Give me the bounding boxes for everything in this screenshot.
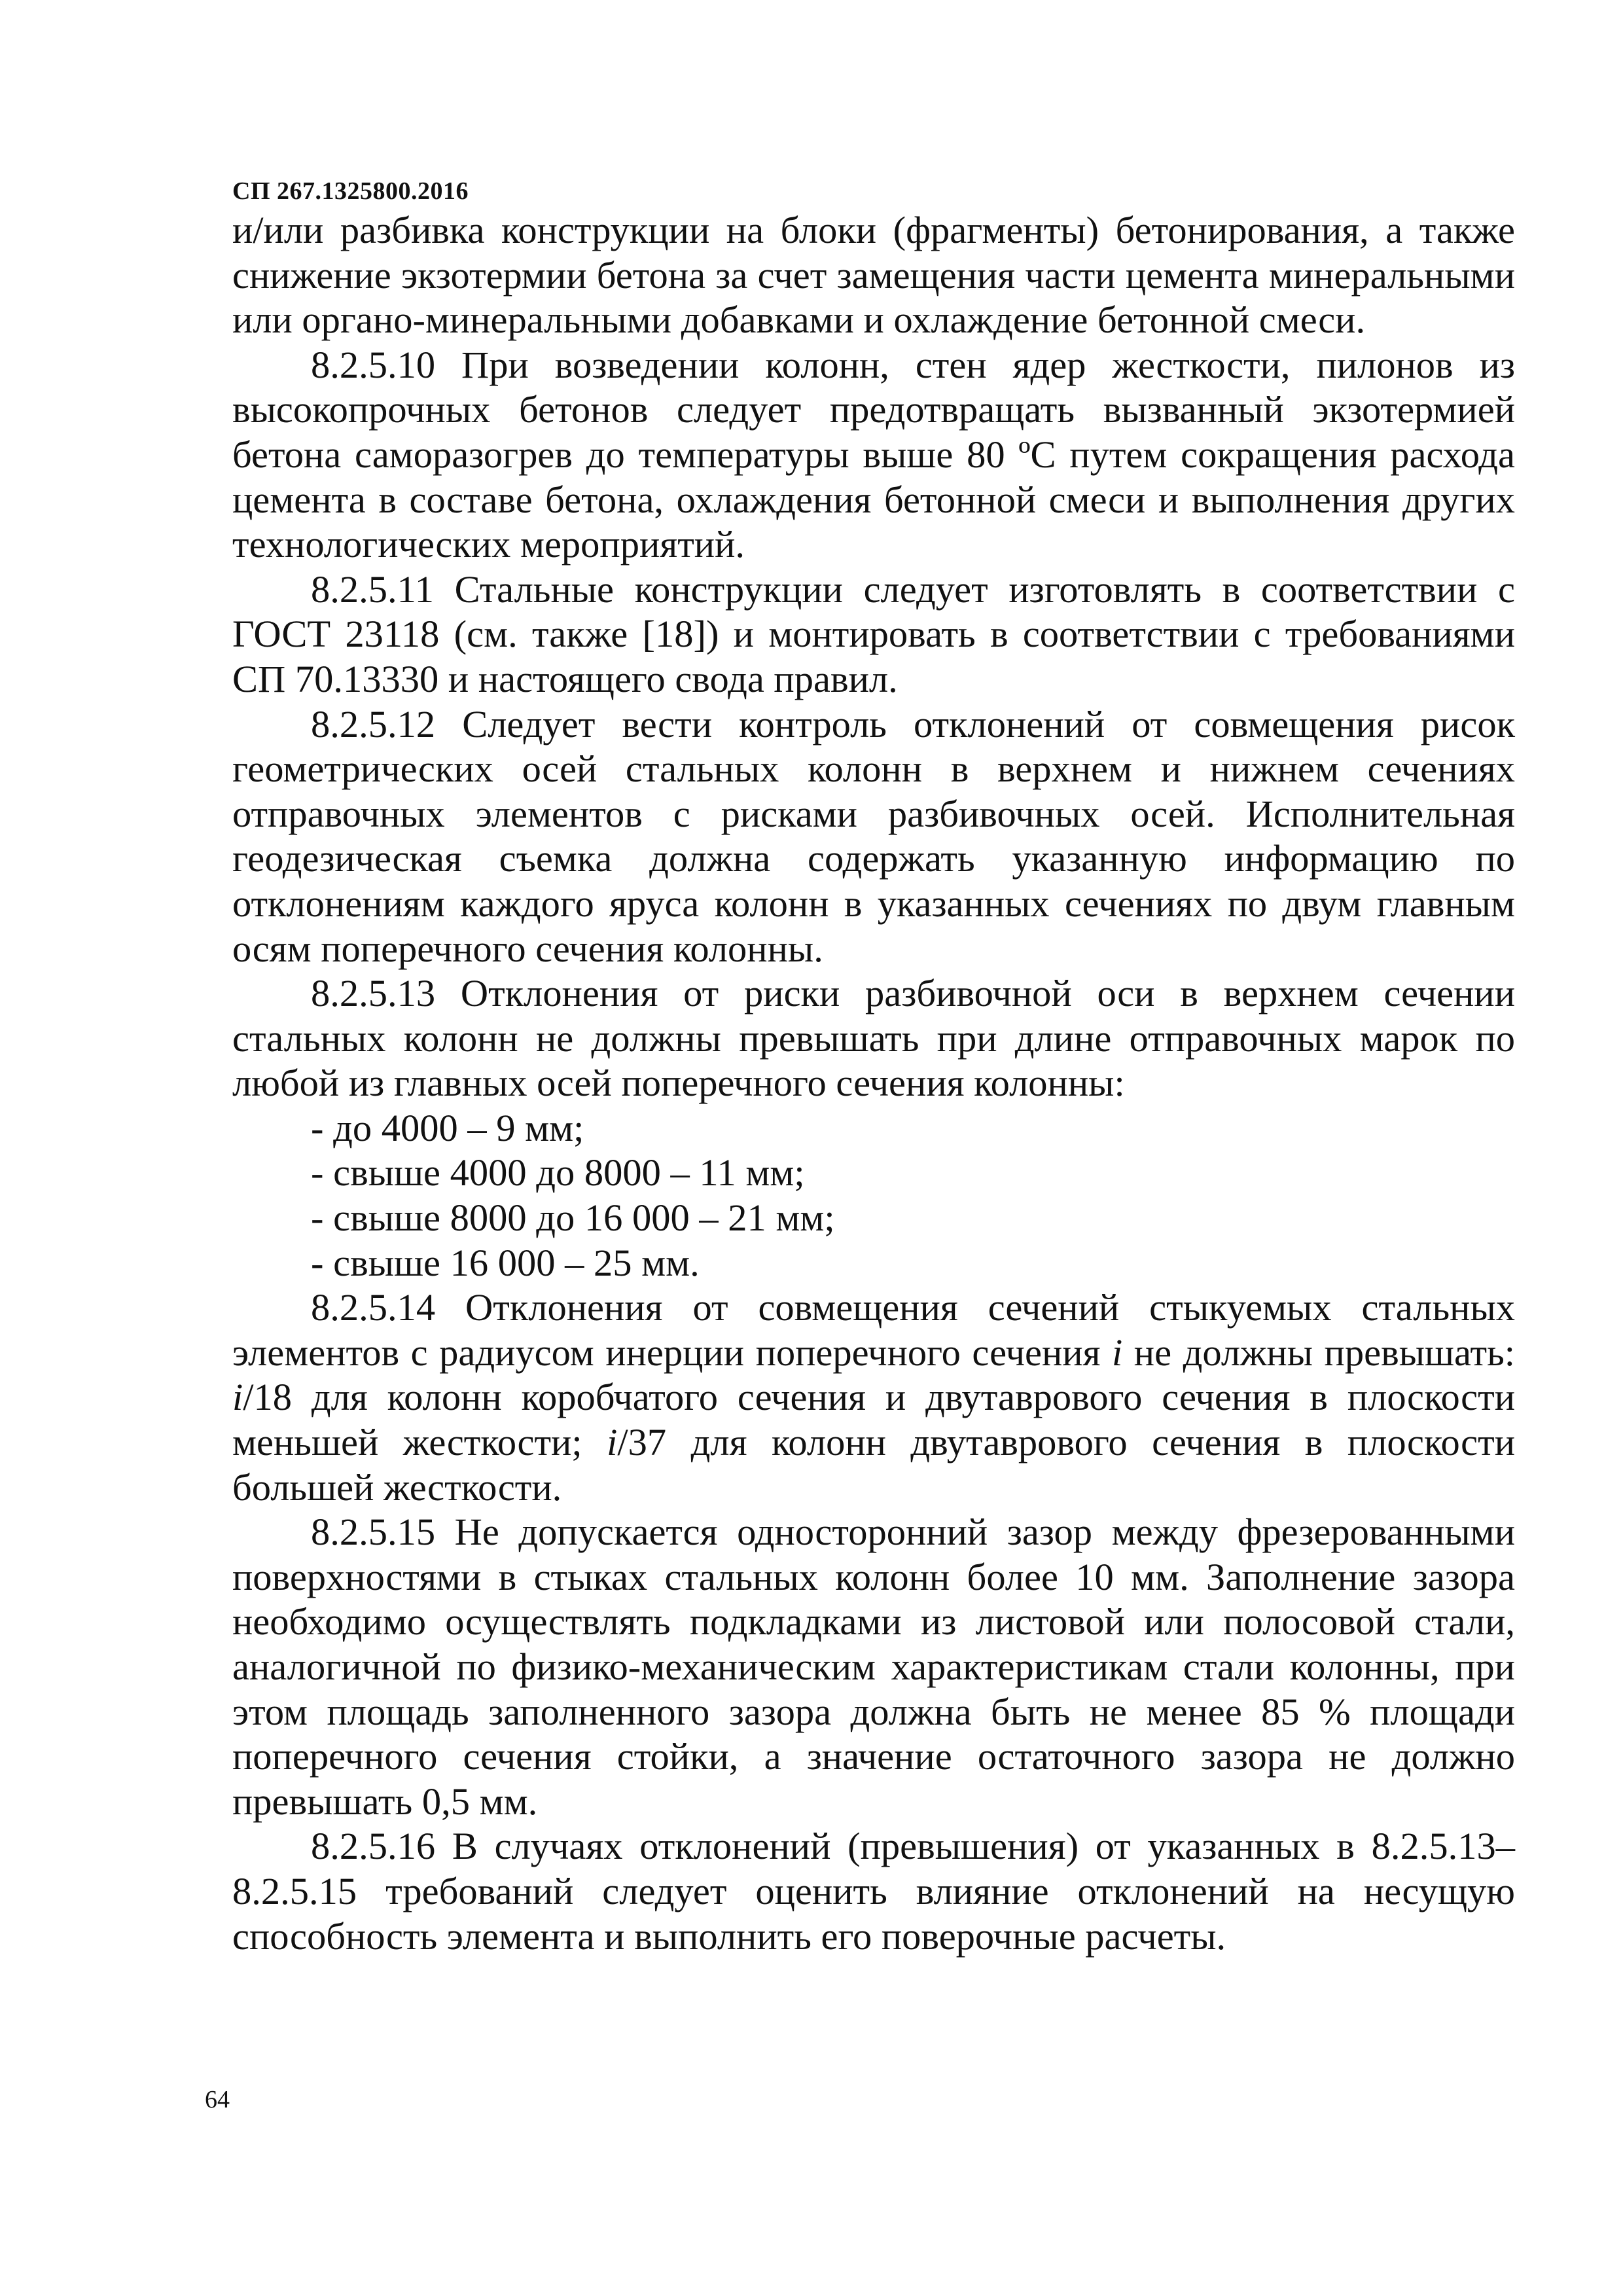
paragraph-8-2-5-13: 8.2.5.13 Отклонения от риски разбивочной оси в верхнем сечении стальных колонн не должны превышать при длине отправочных марок по любой из главных осей поперечного сечения колонны:	[232, 972, 1515, 1105]
body-text	[232, 208, 1515, 1959]
variable-i: i	[1112, 1331, 1123, 1374]
list-item: - свыше 4000 до 8000 – 11 мм;	[311, 1151, 805, 1194]
list-item: - свыше 8000 до 16 000 – 21 мм;	[311, 1196, 835, 1240]
text-run: /37 для колонн двутаврового сечения в плоскости большей жесткости.	[232, 1421, 1516, 1509]
paragraph-8-2-5-14	[232, 1285, 1515, 1510]
paragraph-continuation: и/или разбивка конструкции на блоки (фрагменты) бетонирования, а также снижение экзотермии бетона за счет замещения части цемента минеральными или органо-минеральными добавками и охлаждение бетонной смеси.	[232, 209, 1515, 342]
paragraph-8-2-5-16: 8.2.5.16 В случаях отклонений (превышения) от указанных в 8.2.5.13–8.2.5.15 требований следует оценить влияние отклонений на несущую способность элемента и выполнить его поверочные расчеты.	[232, 1825, 1515, 1958]
variable-i: i	[607, 1421, 618, 1464]
deviation-list	[232, 1106, 1515, 1285]
text-run: 8.2.5.14 Отклонения от совмещения сечений стыкуемых стальных элементов с радиусом инерции поперечного сечения	[232, 1286, 1515, 1374]
document-code-header: СП 267.1325800.2016	[232, 177, 469, 205]
page-number: 64	[205, 2086, 230, 2113]
paragraph-8-2-5-15: 8.2.5.15 Не допускается односторонний зазор между фрезерованными поверхностями в стыках стальных колонн более 10 мм. Заполнение зазора необходимо осуществлять подкладками из листовой или полосовой стали, аналогичной по физико-механическим характеристикам стали колонны, при этом площадь заполненного зазора должна быть не менее 85 % площади поперечного сечения стойки, а значение остаточного зазора не должно превышать 0,5 мм.	[232, 1511, 1515, 1823]
paragraph-8-2-5-10: 8.2.5.10 При возведении колонн, стен ядер жесткости, пилонов из высокопрочных бетонов следует предотвращать вызванный экзотермией бетона саморазогрев до температуры выше 80 ºС путем сокращения расхода цемента в составе бетона, охлаждения бетонной смеси и выполнения других технологических мероприятий.	[232, 343, 1515, 566]
paragraph-8-2-5-12: 8.2.5.12 Следует вести контроль отклонений от совмещения рисок геометрических осей стальных колонн в верхнем и нижнем сечениях отправочных элементов с рисками разбивочных осей. Исполнительная геодезическая съемка должна содержать указанную информацию по отклонениям каждого яруса колонн в указанных сечениях по двум главным осям поперечного сечения колонны.	[232, 702, 1515, 970]
list-item: - свыше 16 000 – 25 мм.	[311, 1241, 700, 1284]
text-run: /18 для колонн коробчатого сечения и двутаврового сечения в плоскости меньшей жесткости;	[232, 1376, 1515, 1464]
list-item: - до 4000 – 9 мм;	[311, 1106, 584, 1149]
text-run: не должны превышать:	[1122, 1331, 1515, 1374]
variable-i: i	[232, 1376, 243, 1419]
paragraph-8-2-5-11: 8.2.5.11 Стальные конструкции следует изготовлять в соответствии с ГОСТ 23118 (см. также [18]) и монтировать в соответствии с требованиями СП 70.13330 и настоящего свода правил.	[232, 567, 1515, 700]
